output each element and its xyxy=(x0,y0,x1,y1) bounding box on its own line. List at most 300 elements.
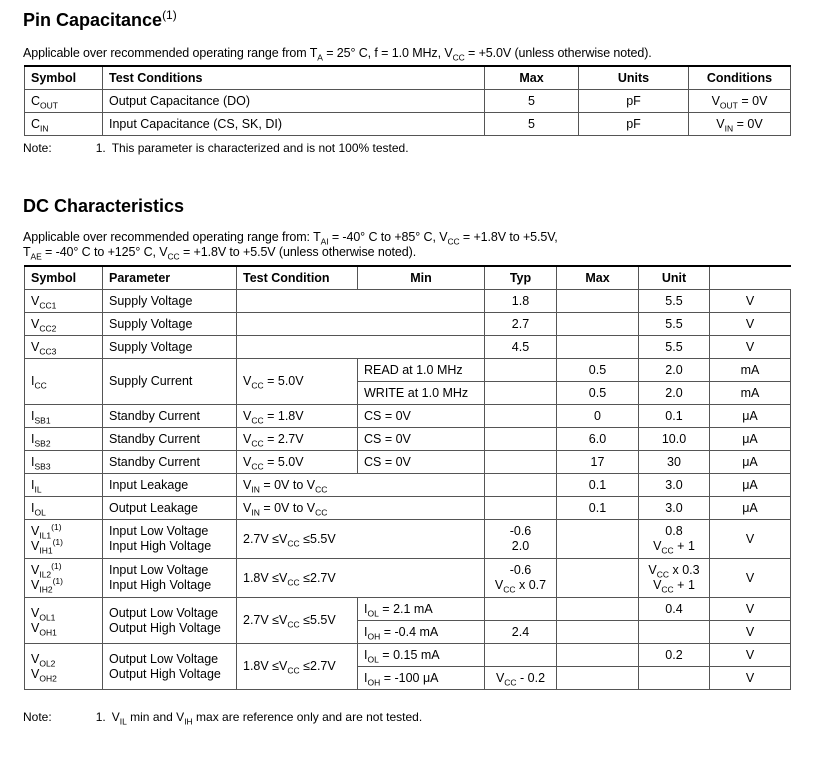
table-cell xyxy=(639,428,710,451)
text-segment: V xyxy=(243,454,252,469)
text-segment: μA xyxy=(742,477,758,492)
text-segment: V xyxy=(243,431,252,446)
text-segment: V xyxy=(243,500,252,515)
text-line xyxy=(364,455,478,470)
text-segment: IL1 xyxy=(39,530,52,541)
table-row xyxy=(25,290,791,313)
text-segment: = 0V xyxy=(737,93,768,108)
text-segment: Output Low Voltage xyxy=(109,605,219,620)
table-cell xyxy=(485,405,557,428)
text-line xyxy=(109,409,230,424)
table-cell xyxy=(358,667,485,690)
text-segment: x 0.3 xyxy=(669,563,700,577)
table-row xyxy=(25,313,791,336)
text-segment: 0.5 xyxy=(588,385,607,400)
column-header: Test Condition xyxy=(237,266,358,290)
table-cell xyxy=(103,644,237,690)
text-line xyxy=(563,409,632,424)
table-cell xyxy=(557,520,639,559)
table-cell xyxy=(710,290,791,313)
text-segment: 2.0 xyxy=(665,385,683,400)
table-row xyxy=(25,497,791,520)
table-cell xyxy=(103,428,237,451)
text-segment: Standby Current xyxy=(109,454,201,469)
text-segment: ≤5.5V xyxy=(299,613,336,627)
text-segment: = +1.8V to +5.5V (unless otherwise noted). xyxy=(179,245,417,259)
text-segment: μA xyxy=(742,500,758,515)
text-line xyxy=(716,386,784,401)
text-line xyxy=(491,117,572,132)
text-segment: 0.1 xyxy=(588,477,607,492)
table-cell xyxy=(557,598,639,621)
table-row xyxy=(25,520,791,559)
table-cell xyxy=(710,621,791,644)
table-cell xyxy=(25,336,103,359)
text-segment: + 1 xyxy=(673,578,695,592)
text-line xyxy=(109,578,230,593)
text-line xyxy=(645,340,703,355)
text-segment: I xyxy=(364,601,368,616)
text-segment: Output Leakage xyxy=(109,500,198,515)
table-cell xyxy=(237,644,358,690)
text-line xyxy=(563,501,632,516)
text-segment: IH xyxy=(184,716,193,727)
table-cell xyxy=(237,336,485,359)
text-segment: I xyxy=(31,500,35,515)
table-cell xyxy=(103,520,237,559)
text-line xyxy=(109,374,230,389)
text-segment: V xyxy=(243,477,252,492)
table-cell xyxy=(639,520,710,559)
text-segment: Supply Voltage xyxy=(109,339,193,354)
table-cell xyxy=(25,598,103,644)
text-line xyxy=(716,602,784,617)
text-segment: = 0V to V xyxy=(259,500,316,515)
table-cell xyxy=(237,290,485,313)
table-cell xyxy=(557,428,639,451)
text-segment: = +1.8V to +5.5V, xyxy=(459,230,558,244)
table-cell xyxy=(485,290,557,313)
pin-capacitance-title: Pin Capacitance$^{(1)}$ xyxy=(23,8,177,30)
table-row xyxy=(25,644,791,667)
column-header: Max xyxy=(485,66,579,90)
table-cell xyxy=(557,621,639,644)
text-line xyxy=(109,563,230,578)
text-line xyxy=(563,478,632,493)
table-cell xyxy=(710,451,791,474)
text-line xyxy=(364,671,478,686)
text-line xyxy=(31,374,96,389)
text-segment: Input Leakage xyxy=(109,477,189,492)
text-line xyxy=(364,648,478,663)
table-cell xyxy=(237,520,485,559)
table-cell xyxy=(358,405,485,428)
text-segment: This parameter is characterized and is not 100% tested. xyxy=(111,141,409,155)
text-segment: max are reference only and are not tested. xyxy=(192,710,423,724)
table-cell xyxy=(103,90,485,113)
text-segment: CS = 0V xyxy=(364,431,411,446)
table-cell xyxy=(103,497,237,520)
text-segment: CC xyxy=(287,577,300,587)
table-cell xyxy=(639,621,710,644)
table-cell xyxy=(710,497,791,520)
text-segment: 2.7V ≤V xyxy=(243,531,288,546)
text-line xyxy=(716,294,784,309)
text-segment: CS = 0V xyxy=(364,454,411,469)
text-segment: AE xyxy=(30,251,42,262)
text-segment: = 0V xyxy=(733,116,763,131)
table-cell xyxy=(557,451,639,474)
table-cell xyxy=(689,90,791,113)
table-cell xyxy=(710,474,791,497)
table-cell xyxy=(25,405,103,428)
table-cell xyxy=(639,474,710,497)
table-cell xyxy=(639,598,710,621)
table-cell xyxy=(237,598,358,644)
table-cell xyxy=(485,497,557,520)
text-line xyxy=(716,409,784,424)
text-segment: = 1.8V xyxy=(263,408,304,423)
text-segment: V xyxy=(716,116,725,131)
text-line xyxy=(491,625,550,640)
text-segment: V xyxy=(495,670,505,685)
table-cell xyxy=(710,359,791,382)
table-cell xyxy=(710,405,791,428)
text-segment: OH1 xyxy=(39,627,57,637)
text-segment: 0.1 xyxy=(588,500,607,515)
text-segment: ≤2.7V xyxy=(299,659,336,673)
dc-characteristics-title: DC Characteristics xyxy=(23,196,185,216)
table-cell xyxy=(25,113,103,136)
table-row xyxy=(25,559,791,598)
table-cell xyxy=(710,336,791,359)
text-segment: V xyxy=(31,666,40,681)
text-segment: Supply Voltage xyxy=(109,293,193,308)
text-segment: μA xyxy=(742,431,758,446)
table-cell xyxy=(485,336,557,359)
text-segment: 0 xyxy=(594,408,601,423)
column-header: Test Conditions xyxy=(103,66,485,90)
text-segment: CC xyxy=(287,538,300,548)
table-cell xyxy=(710,313,791,336)
table-cell xyxy=(557,559,639,598)
table-cell xyxy=(237,451,358,474)
text-segment: pF xyxy=(626,116,641,131)
text-line xyxy=(645,317,703,332)
text-segment: SB2 xyxy=(34,438,51,448)
text-segment: - 0.2 xyxy=(516,670,546,685)
text-line xyxy=(645,602,703,617)
text-segment: IL xyxy=(34,484,42,494)
text-line xyxy=(109,94,478,109)
table-cell xyxy=(710,667,791,690)
text-line xyxy=(31,94,96,109)
text-segment: CS = 0V xyxy=(364,408,411,423)
table-cell xyxy=(485,598,557,621)
text-segment: 30 xyxy=(667,454,681,469)
text-line xyxy=(109,524,230,539)
text-line xyxy=(563,432,632,447)
text-segment: 5.5 xyxy=(665,316,683,331)
text-line xyxy=(645,294,703,309)
table-cell xyxy=(25,474,103,497)
text-line xyxy=(109,340,230,355)
text-segment: 2.7V ≤V xyxy=(243,613,288,627)
text-line xyxy=(645,578,703,593)
text-line xyxy=(716,363,784,378)
pin-capacitance-table xyxy=(24,65,791,136)
text-segment: IL xyxy=(119,716,127,727)
text-segment: OL xyxy=(367,654,379,664)
table-cell xyxy=(358,621,485,644)
text-segment: CC xyxy=(315,507,328,517)
table-cell xyxy=(358,598,485,621)
text-line xyxy=(364,363,478,378)
table-cell xyxy=(485,113,579,136)
text-segment: = 5.0V xyxy=(263,454,304,469)
table-cell xyxy=(557,405,639,428)
text-segment: IN xyxy=(40,123,49,133)
text-segment: V xyxy=(745,531,755,546)
table-cell xyxy=(25,290,103,313)
text-segment: V xyxy=(648,563,657,577)
text-segment: V xyxy=(745,670,755,685)
text-segment: CC xyxy=(503,584,516,595)
text-segment: x 0.7 xyxy=(515,578,547,592)
text-line xyxy=(31,340,96,355)
table-cell xyxy=(710,382,791,405)
text-line xyxy=(109,432,230,447)
text-segment: V xyxy=(31,578,40,592)
table-cell xyxy=(485,520,557,559)
dc-characteristics-table xyxy=(24,265,791,690)
text-segment: = -100 μA xyxy=(380,670,439,685)
text-segment: Applicable over recommended operating range from T xyxy=(23,46,318,60)
text-line xyxy=(23,230,558,245)
text-segment: OL2 xyxy=(39,658,56,668)
column-header: Unit xyxy=(639,266,710,290)
text-segment: CC xyxy=(656,569,670,580)
table-row xyxy=(25,113,791,136)
table-cell xyxy=(557,382,639,405)
text-segment: = +5.0V (unless otherwise noted). xyxy=(464,46,652,60)
text-segment: (1) xyxy=(51,521,62,532)
text-segment: Output High Voltage xyxy=(109,666,221,681)
table-cell xyxy=(639,313,710,336)
text-segment: 0.1 xyxy=(665,408,683,423)
table-cell xyxy=(103,336,237,359)
table-cell xyxy=(237,359,358,405)
text-segment: AI xyxy=(320,236,329,247)
text-segment: Input Low Voltage xyxy=(109,563,209,577)
text-segment: (1) xyxy=(52,575,63,586)
text-line xyxy=(109,667,230,682)
text-line xyxy=(364,409,478,424)
text-segment: V xyxy=(494,578,504,592)
text-line xyxy=(491,524,550,539)
text-line xyxy=(31,575,96,595)
text-segment: μA xyxy=(742,408,758,423)
text-line xyxy=(31,455,96,470)
column-header: Typ xyxy=(485,266,557,290)
table-cell xyxy=(579,113,689,136)
column-header: Units xyxy=(579,66,689,90)
text-line xyxy=(31,652,96,667)
table-cell xyxy=(103,559,237,598)
text-line xyxy=(695,117,784,132)
text-segment: I xyxy=(31,477,35,492)
text-segment: Applicable over recommended operating range from: T xyxy=(23,230,321,244)
text-segment: = 2.7V xyxy=(263,431,304,446)
text-line xyxy=(364,386,478,401)
text-segment: Input Low Voltage xyxy=(109,524,209,538)
table-cell xyxy=(485,667,557,690)
text-segment: OH2 xyxy=(39,673,57,683)
text-segment: V xyxy=(31,539,40,553)
text-line xyxy=(491,539,550,554)
text-segment: IN xyxy=(251,484,260,494)
table-cell xyxy=(557,359,639,382)
table-cell xyxy=(557,474,639,497)
table-cell xyxy=(639,290,710,313)
table-cell xyxy=(710,598,791,621)
table-cell xyxy=(557,667,639,690)
table-cell xyxy=(237,559,485,598)
text-segment: V xyxy=(243,408,252,423)
text-line xyxy=(695,94,784,109)
text-segment: -0.6 xyxy=(509,524,532,538)
text-line xyxy=(716,455,784,470)
text-segment: 1.8V ≤V xyxy=(243,659,288,673)
table-cell xyxy=(237,405,358,428)
table-cell xyxy=(710,520,791,559)
table-cell xyxy=(557,497,639,520)
table-cell xyxy=(639,451,710,474)
text-line xyxy=(243,374,351,389)
text-segment: (1) xyxy=(52,536,63,547)
text-segment: I xyxy=(31,454,35,469)
text-segment: V xyxy=(31,605,40,620)
text-segment: CC xyxy=(452,52,465,63)
text-line xyxy=(109,539,230,554)
text-line xyxy=(491,317,550,332)
text-segment: V xyxy=(745,570,755,585)
table-row xyxy=(25,90,791,113)
text-segment: CC1 xyxy=(39,300,57,310)
text-segment: 5 xyxy=(528,116,535,131)
text-line xyxy=(491,671,550,686)
text-line xyxy=(364,625,478,640)
text-segment: V xyxy=(745,316,755,331)
text-line xyxy=(31,317,96,332)
text-line xyxy=(491,340,550,355)
text-segment: CC xyxy=(315,484,328,494)
text-segment: I xyxy=(364,647,368,662)
text-line xyxy=(243,613,351,628)
header-row xyxy=(25,66,791,90)
column-header: Symbol xyxy=(25,266,103,290)
text-segment: IN xyxy=(251,507,260,517)
table-cell xyxy=(639,336,710,359)
text-segment: CC xyxy=(251,461,264,471)
text-line xyxy=(491,294,550,309)
text-line xyxy=(31,117,96,132)
column-header: Parameter xyxy=(103,266,237,290)
table-cell xyxy=(710,559,791,598)
table-cell xyxy=(710,428,791,451)
table-row xyxy=(25,405,791,428)
text-segment: 2.4 xyxy=(511,624,530,639)
text-segment: 2.0 xyxy=(665,362,683,377)
text-segment: C xyxy=(31,116,41,131)
table-cell xyxy=(557,290,639,313)
column-header: Conditions xyxy=(689,66,791,90)
table-cell xyxy=(103,598,237,644)
text-line xyxy=(31,606,96,621)
table-cell xyxy=(103,113,485,136)
text-line xyxy=(31,560,96,580)
table-cell xyxy=(557,336,639,359)
table-cell xyxy=(237,428,358,451)
text-segment: 3.0 xyxy=(665,477,683,492)
table-cell xyxy=(557,644,639,667)
table-cell xyxy=(358,644,485,667)
text-line xyxy=(109,455,230,470)
text-line xyxy=(31,409,96,424)
text-segment: V xyxy=(745,601,755,616)
text-line xyxy=(109,501,230,516)
text-line xyxy=(491,578,550,593)
text-segment: CC xyxy=(251,438,264,448)
text-segment: IL2 xyxy=(39,569,52,580)
text-line xyxy=(243,532,478,547)
text-line xyxy=(645,539,703,554)
text-segment: 0.8 xyxy=(665,524,683,538)
text-line xyxy=(491,563,550,578)
text-line xyxy=(109,294,230,309)
text-segment: CC xyxy=(34,380,47,391)
text-segment: Output Capacitance (DO) xyxy=(109,93,251,108)
text-segment: = 0V to V xyxy=(259,477,316,492)
text-line xyxy=(716,532,784,547)
table-cell xyxy=(485,90,579,113)
text-segment: ≤5.5V xyxy=(299,531,336,546)
text-segment: = 5.0V xyxy=(263,374,304,388)
text-segment: 10.0 xyxy=(661,431,687,446)
table-cell xyxy=(639,644,710,667)
text-line xyxy=(243,501,478,516)
text-segment: SB3 xyxy=(34,461,51,471)
text-segment: V xyxy=(711,93,720,108)
table-cell xyxy=(485,313,557,336)
text-segment: 5.5 xyxy=(665,293,683,308)
text-line xyxy=(645,363,703,378)
text-segment: Output High Voltage xyxy=(109,620,221,635)
text-segment: Output Low Voltage xyxy=(109,651,219,666)
table-cell xyxy=(358,428,485,451)
text-segment: I xyxy=(364,670,368,685)
text-segment: 3.0 xyxy=(665,500,683,515)
text-line xyxy=(716,571,784,586)
text-line xyxy=(645,455,703,470)
table-cell xyxy=(639,497,710,520)
table-cell xyxy=(358,382,485,405)
table-row xyxy=(25,474,791,497)
table-cell xyxy=(358,451,485,474)
text-segment: V xyxy=(31,293,40,308)
table-cell xyxy=(639,405,710,428)
text-segment: CC xyxy=(167,251,180,262)
